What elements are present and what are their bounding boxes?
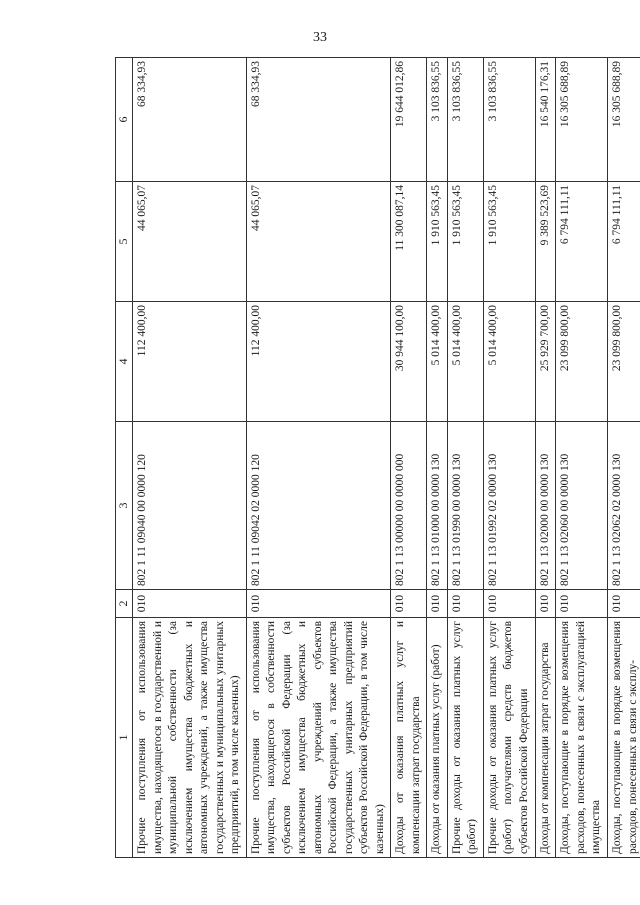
row-kbk: 802 1 13 01990 00 0000 130 [447,422,483,590]
row-col6: 16 540 176,31 [535,58,556,182]
row-col4: 25 929 700,00 [535,302,556,422]
row-name: Прочие доходы от оказания платных услуг (работ) получателями средств бюджетов субъектов Российской Федерации [483,618,535,858]
row-col4: 112 400,00 [246,302,391,422]
column-header: 1 [116,618,133,858]
row-col6: 68 334,93 [133,58,247,182]
revenue-table [115,57,640,858]
table-row [483,58,535,858]
row-col5: 44 065,07 [133,182,247,302]
row-col6: 3 103 836,55 [427,58,448,182]
row-code: 010 [535,590,556,618]
row-col4: 30 944 100,00 [391,302,427,422]
row-col6: 16 305 688,89 [556,58,608,182]
row-col4: 5 014 400,00 [427,302,448,422]
row-code: 010 [483,590,535,618]
row-col4: 5 014 400,00 [483,302,535,422]
column-header: 6 [116,58,133,182]
row-name: Прочие поступления от использования имущества, находящегося в собственности субъектов Российской Федерации (за исключением имущества бюджетных и автономных учреждений субъектов Российской Федерации, а также имущества государственных унитарных предприятий субъектов Российской Федерации, в том числе казенных) [246,618,391,858]
page-number: 33 [313,30,327,45]
row-col6: 3 103 836,55 [447,58,483,182]
table-row [246,58,391,858]
row-code: 010 [608,590,640,618]
table-row [556,58,608,858]
row-col5: 1 910 563,45 [427,182,448,302]
row-code: 010 [427,590,448,618]
row-col6: 3 103 836,55 [483,58,535,182]
table-row [133,58,247,858]
row-kbk: 802 1 11 09042 02 0000 120 [246,422,391,590]
table-row [608,58,640,858]
row-kbk: 802 1 13 02060 00 0000 130 [556,422,608,590]
row-name: Доходы от компенсации затрат государства [535,618,556,858]
table-row [391,58,427,858]
row-code: 010 [133,590,247,618]
row-name: Прочие доходы от оказания платных услуг (работ) [447,618,483,858]
column-header: 3 [116,422,133,590]
table-row [427,58,448,858]
column-header: 5 [116,182,133,302]
row-col4: 23 099 800,00 [608,302,640,422]
row-col6: 68 334,93 [246,58,391,182]
row-kbk: 802 1 13 01992 02 0000 130 [483,422,535,590]
column-header: 2 [116,590,133,618]
row-kbk: 802 1 11 09040 00 0000 120 [133,422,247,590]
row-code: 010 [556,590,608,618]
row-code: 010 [246,590,391,618]
row-col5: 1 910 563,45 [483,182,535,302]
row-name: Прочие поступления от использования имущества, находящегося в государственной и муниципальной собственности (за исключением имущества бюджетных и автономных учреждений, а также имущества государственных и муниципальных унитарных предприятий, в том числе казенных) [133,618,247,858]
row-col6: 19 644 012,86 [391,58,427,182]
row-col6: 16 305 688,89 [608,58,640,182]
row-col5: 6 794 111,11 [608,182,640,302]
table-row [447,58,483,858]
row-name: Доходы, поступающие в порядке возмещения расходов, понесенных в связи с эксплуатацией имущества [556,618,608,858]
row-code: 010 [391,590,427,618]
row-col5: 9 389 523,69 [535,182,556,302]
row-kbk: 802 1 13 01000 00 0000 130 [427,422,448,590]
table-header-row [116,58,133,858]
row-col5: 44 065,07 [246,182,391,302]
row-kbk: 802 1 13 02062 02 0000 130 [608,422,640,590]
row-name: Доходы, поступающие в порядке возмещения расходов, понесенных в связи с эксплу- [608,618,640,858]
row-col4: 23 099 800,00 [556,302,608,422]
row-kbk: 802 1 13 00000 00 0000 000 [391,422,427,590]
row-name: Доходы от оказания платных услуг (работ) [427,618,448,858]
row-col4: 112 400,00 [133,302,247,422]
row-col5: 11 300 087,14 [391,182,427,302]
rotated-table-container [115,58,639,858]
row-col5: 1 910 563,45 [447,182,483,302]
row-col5: 6 794 111,11 [556,182,608,302]
row-col4: 5 014 400,00 [447,302,483,422]
column-header: 4 [116,302,133,422]
row-code: 010 [447,590,483,618]
row-kbk: 802 1 13 02000 00 0000 130 [535,422,556,590]
row-name: Доходы от оказания платных услуг и компенсации затрат государства [391,618,427,858]
table-row [535,58,556,858]
